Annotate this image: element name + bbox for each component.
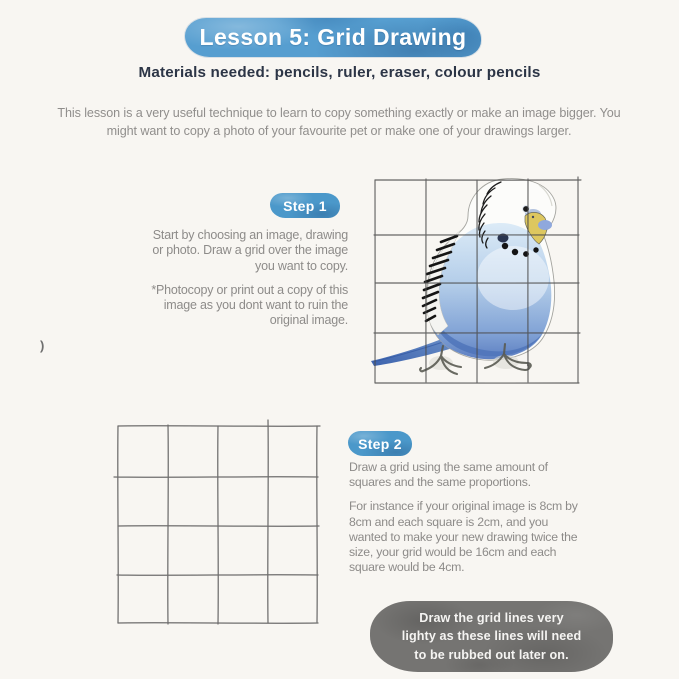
step2-text-block [349,460,589,585]
intro-paragraph: This lesson is a very useful technique to learn to copy something exactly or make an image bigger. You might want to copy a photo of your favourite pet or make one of your drawings larger. [57,106,621,139]
note-line-2: lighty as these lines will need [401,629,582,644]
step1-label: Step 1 [283,197,327,214]
page-title: Lesson 5: Grid Drawing [199,24,467,50]
step1-paragraph-1: Start by choosing an image, drawing or photo. Draw a grid over the image you want to copy. [152,228,348,273]
budgie-grid-figure [363,166,603,406]
title-banner [185,18,481,57]
step2-label: Step 2 [358,435,402,452]
note-text [385,609,599,664]
note-line-1: Draw the grid lines very [419,611,564,626]
step1-paragraph-2: *Photocopy or print out a copy of this image as you dont want to ruin the original image. [151,282,348,328]
step2-paragraph-1: Draw a grid using the same amount of squares and the same proportions. [349,460,548,490]
note-line-3: to be rubbed out later on. [414,647,569,662]
note-bubble [370,601,613,672]
step1-text-block [140,228,348,338]
page-curl-mark: ) [40,338,45,353]
step1-badge [270,193,340,218]
step2-badge [348,431,412,456]
step2-paragraph-2: For instance if your original image is 8cm by 8cm and each square is 2cm, and you wanted to make your new drawing twice the size, your grid would be 16cm and each square would be 4cm. [349,499,578,575]
practice-grid-figure [108,416,328,634]
materials-line: Materials needed: pencils, ruler, eraser, colour pencils [138,64,541,81]
